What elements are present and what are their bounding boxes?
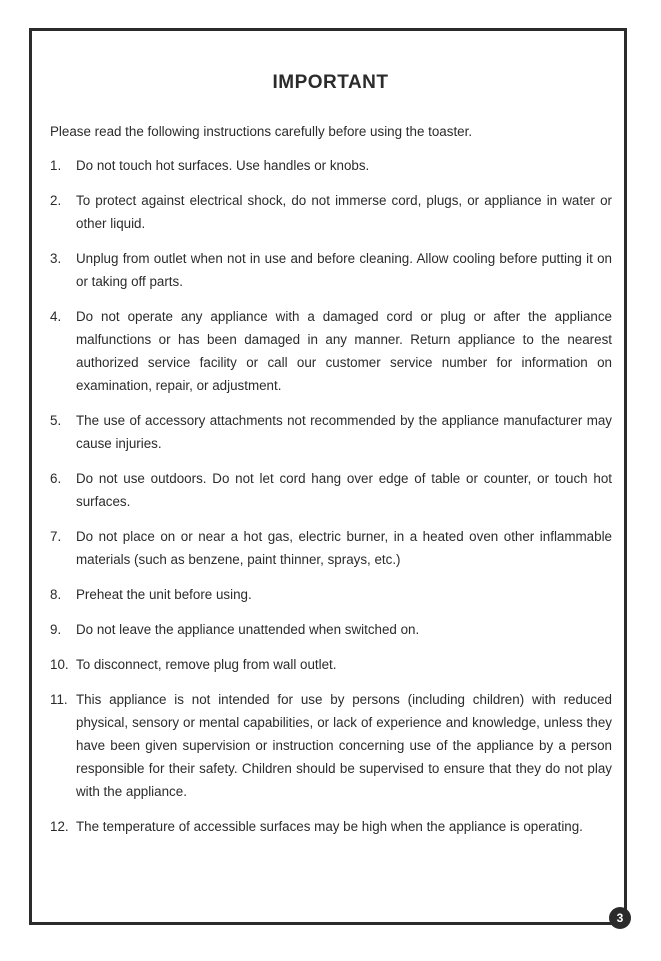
list-item [50,525,612,571]
item-text: To disconnect, remove plug from wall outlet. [76,657,337,672]
item-text: Do not leave the appliance unattended when switched on. [76,622,420,637]
item-text: This appliance is not intended for use by persons (including children) with reduced physical, sensory or mental capabilities, or lack of experience and knowledge, unless they have been given supervision or instruction concerning use of the appliance by a person responsible for their safety. Children should be supervised to ensure that they do not play with the appliance. [76,692,612,799]
item-text: Do not operate any appliance with a damaged cord or plug or after the appliance malfunctions or has been damaged in any manner. Return appliance to the nearest authorized service facility or call our customer service number for information on examination, repair, or adjustment. [76,309,612,393]
intro-text: Please read the following instructions carefully before using the toaster. [50,124,473,139]
item-number: 2. [50,193,62,208]
item-number: 11. [50,692,68,707]
item-text: To protect against electrical shock, do not immerse cord, plugs, or appliance in water or other liquid. [76,193,612,231]
list-item [50,583,612,606]
list-item [50,305,612,397]
item-number: 9. [50,622,62,637]
item-text: Do not use outdoors. Do not let cord hang over edge of table or counter, or touch hot surfaces. [76,471,612,509]
list-item [50,247,612,293]
list-item [50,409,612,455]
list-item [50,688,612,803]
page-number-badge: 3 [609,907,631,929]
item-number: 8. [50,587,62,602]
item-text: Do not touch hot surfaces. Use handles or knobs. [76,158,370,173]
item-text: The use of accessory attachments not recommended by the appliance manufacturer may cause injuries. [76,413,612,451]
item-text: The temperature of accessible surfaces may be high when the appliance is operating. [76,819,583,834]
item-text: Do not place on or near a hot gas, electric burner, in a heated oven other inflammable materials (such as benzene, paint thinner, sprays, etc.) [76,529,612,567]
item-number: 7. [50,529,62,544]
item-text: Unplug from outlet when not in use and before cleaning. Allow cooling before putting it on or taking off parts. [76,251,612,289]
item-number: 6. [50,471,62,486]
list-item [50,154,612,177]
item-number: 3. [50,251,62,266]
page-title: IMPORTANT [272,72,389,93]
item-number: 1. [50,158,62,173]
item-number: 12. [50,819,69,834]
instruction-list [50,154,612,850]
list-item [50,653,612,676]
list-item [50,189,612,235]
item-number: 5. [50,413,62,428]
list-item [50,467,612,513]
list-item [50,815,612,838]
item-text: Preheat the unit before using. [76,587,252,602]
item-number: 4. [50,309,62,324]
list-item [50,618,612,641]
item-number: 10. [50,657,69,672]
